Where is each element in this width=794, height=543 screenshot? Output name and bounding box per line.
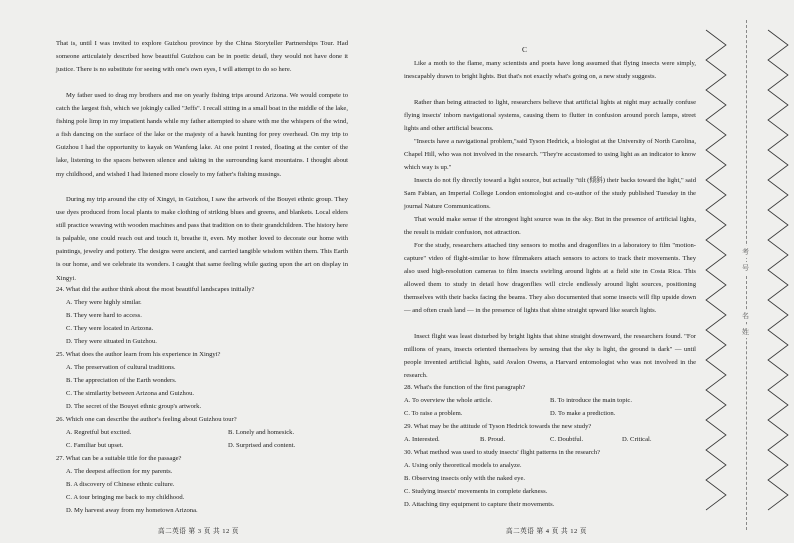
question-25-option-c[interactable]: C. The similarity between Arizona and Guizhou. xyxy=(66,390,195,397)
passage-paragraph: During my trip around the city of Xingyi, in Guizhou, I saw the artwork of the Bouyei ethnic group. They use dyes produced from local plants to make clothing of striking blues and greens, and blankets. Local elders still practice weaving with wooden machines and pass that tradition on to their grandchildren. The history here is palpable, one could reach out and touch it, breathe it, even. My mother loved to decorate our home with paintings, jewelry and pottery. The designs were ancient, and carried tangible wisdom within them. This Earth is our home, and we celebrate its wonders. I caught that same feeling while gazing upon the art on display in Xingyi. xyxy=(56,196,348,282)
question-24-option-c[interactable]: C. They were located in Arizona. xyxy=(66,325,154,332)
question-30-stem: 30. What method was used to study insects' flight patterns in the research? xyxy=(404,449,601,456)
question-26-option-d[interactable]: D. Surprised and content. xyxy=(228,442,296,449)
question-28-option-c[interactable]: C. To raise a problem. xyxy=(404,410,463,417)
binding-label: 考 xyxy=(742,248,749,256)
question-29-stem: 29. What may be the attitude of Tyson Hedrick towards the new study? xyxy=(404,423,592,430)
question-29-option-a[interactable]: A. Interested. xyxy=(404,436,440,443)
question-28-option-b[interactable]: B. To introduce the main topic. xyxy=(550,397,633,404)
question-25-option-a[interactable]: A. The preservation of cultural traditions. xyxy=(66,364,176,371)
passage-paragraph: My father used to drag my brothers and me on yearly fishing trips around Arizona. We would compete to catch the largest fish, which we jokingly called "Jeffs". I recall sitting in a small boat in the middle of the lake, fishing pole limp in my impatient hands while my father attempted to share with me the whispers of the wind, a fish dancing on the surface of the lake or the majesty of a hawk hunting for prey overhead. On my trip to Guizhou I had the opportunity to kayak on Wanfeng lake. At one point I rested, floating at the center of the lake, listening to the spaces between silence and taking in the surrounding karst mountains. I thought about my childhood, and wished I had listened more closely to my father's fishing musings. xyxy=(56,92,348,178)
question-26-option-c[interactable]: C. Familiar but upset. xyxy=(66,442,124,449)
question-27-stem: 27. What can be a suitable title for the passage? xyxy=(56,455,182,462)
question-24-option-a[interactable]: A. They were highly similar. xyxy=(66,299,142,306)
passage-paragraph: That would make sense if the strongest light source was in the sky. But in the presence of artificial lights, the result is midair confusion, not attraction. xyxy=(404,216,696,237)
question-28-stem: 28. What's the function of the first paragraph? xyxy=(404,384,526,391)
binding-margin xyxy=(698,0,794,543)
question-29-option-d[interactable]: D. Critical. xyxy=(622,436,652,443)
question-28-option-a[interactable]: A. To overview the whole article. xyxy=(404,397,493,404)
question-27-option-d[interactable]: D. My harvest away from my hometown Arizona. xyxy=(66,507,198,514)
passage-paragraph: For the study, researchers attached tiny sensors to moths and dragonflies in a laboratory to film "motion-capture" video of flight-similar to how filmmakers attach sensors to actors to track their movements. They also used high-resolution cameras to film insects swirling around lights at a field site in Costa Rica. This allowed them to study in detail how dragonflies will circle endlessly around light sources, positioning themselves with their backs facing the beams. They also documented that some insects will flip upside down — and often crash land — in the presence of lights that shine straight upward like search lights. xyxy=(404,242,696,315)
question-28-option-d[interactable]: D. To make a prediction. xyxy=(550,410,616,417)
passage-paragraph: Insects do not fly directly toward a light source, but actually "tilt (倾斜) their backs toward the light," said Sam Fabian, an Imperial College London entomologist and co-author of the study published Tuesday in the journal Nature Communications. xyxy=(404,177,696,211)
question-26-option-b[interactable]: B. Lonely and homesick. xyxy=(228,429,295,436)
section-letter: C xyxy=(522,45,528,54)
passage-paragraph: That is, until I was invited to explore Guizhou province by the China Storyteller Partnerships Tour. Had someone articulately described how beautiful Guizhou can be in poetic detail, they would not have done it justice. There is no substitute for seeing with one's own eyes, I will attempt to do so here. xyxy=(56,40,348,74)
binding-dashed-line xyxy=(746,20,747,530)
question-30-option-d[interactable]: D. Attaching tiny equipment to capture their movements. xyxy=(404,501,555,508)
passage-paragraph: "Insects have a navigational problem,"said Tyson Hedrick, a biologist at the University of North Carolina, Chapel Hill, who was not involved in the research. "They're accustomed to using light as an indicator to know which way is up." xyxy=(404,138,696,172)
question-26-option-a[interactable]: A. Regretful but excited. xyxy=(66,429,132,436)
question-29-option-b[interactable]: B. Proud. xyxy=(480,436,506,443)
binding-label: 号 xyxy=(742,264,749,272)
question-24-option-d[interactable]: D. They were situated in Guizhou. xyxy=(66,338,157,345)
question-24-stem: 24. What did the author think about the most beautiful landscapes initially? xyxy=(56,286,255,293)
passage-paragraph: Rather than being attracted to light, researchers believe that artificial lights at night may actually confuse flying insects' inborn navigational systems, causing them to flutter in confusion around porch lamps, street lights and other artificial beacons. xyxy=(404,99,696,133)
question-27-option-b[interactable]: B. A discovery of Chinese ethnic culture. xyxy=(66,481,175,488)
question-26-stem: 26. Which one can describe the author's feeling about Guizhou tour? xyxy=(56,416,237,423)
question-24-option-b[interactable]: B. They were hard to access. xyxy=(66,312,142,319)
passage-paragraph: Insect flight was least disturbed by bright lights that shine straight downward, the researchers found. "For millions of years, insects oriented themselves by sensing that the sky is light, the ground is dark" — until people invented artificial lights, said Avalon Owens, a Harvard entomologist who was not involved in the research. xyxy=(404,333,696,380)
question-25-option-b[interactable]: B. The appreciation of the Earth wonders. xyxy=(66,377,177,384)
left-page xyxy=(0,0,392,543)
question-27-option-a[interactable]: A. The deepest affection for my parents. xyxy=(66,468,173,475)
binding-label: 姓 xyxy=(742,328,749,336)
question-30-option-a[interactable]: A. Using only theoretical models to analyze. xyxy=(404,462,522,469)
question-30-option-c[interactable]: C. Studying insects' movements in complete darkness. xyxy=(404,488,548,495)
page-footer: 高二英语 第 4 页 共 12 页 xyxy=(506,528,588,535)
page-footer: 高二英语 第 3 页 共 12 页 xyxy=(158,528,240,535)
question-27-option-c[interactable]: C. A tour bringing me back to my childhood. xyxy=(66,494,185,501)
passage-paragraph: Like a moth to the flame, many scientists and poets have long assumed that flying insects were simply, inescapably drawn to bright lights. But that's not exactly what's going on, a new study suggests. xyxy=(404,60,696,81)
question-25-option-d[interactable]: D. The secret of the Bouyei ethnic group's artwork. xyxy=(66,403,202,410)
question-25-stem: 25. What does the author learn from his experience in Xingyi? xyxy=(56,351,221,358)
question-29-option-c[interactable]: C. Doubtful. xyxy=(550,436,584,443)
binding-label: 名 xyxy=(742,312,749,320)
question-30-option-b[interactable]: B. Observing insects only with the naked eye. xyxy=(404,475,526,482)
